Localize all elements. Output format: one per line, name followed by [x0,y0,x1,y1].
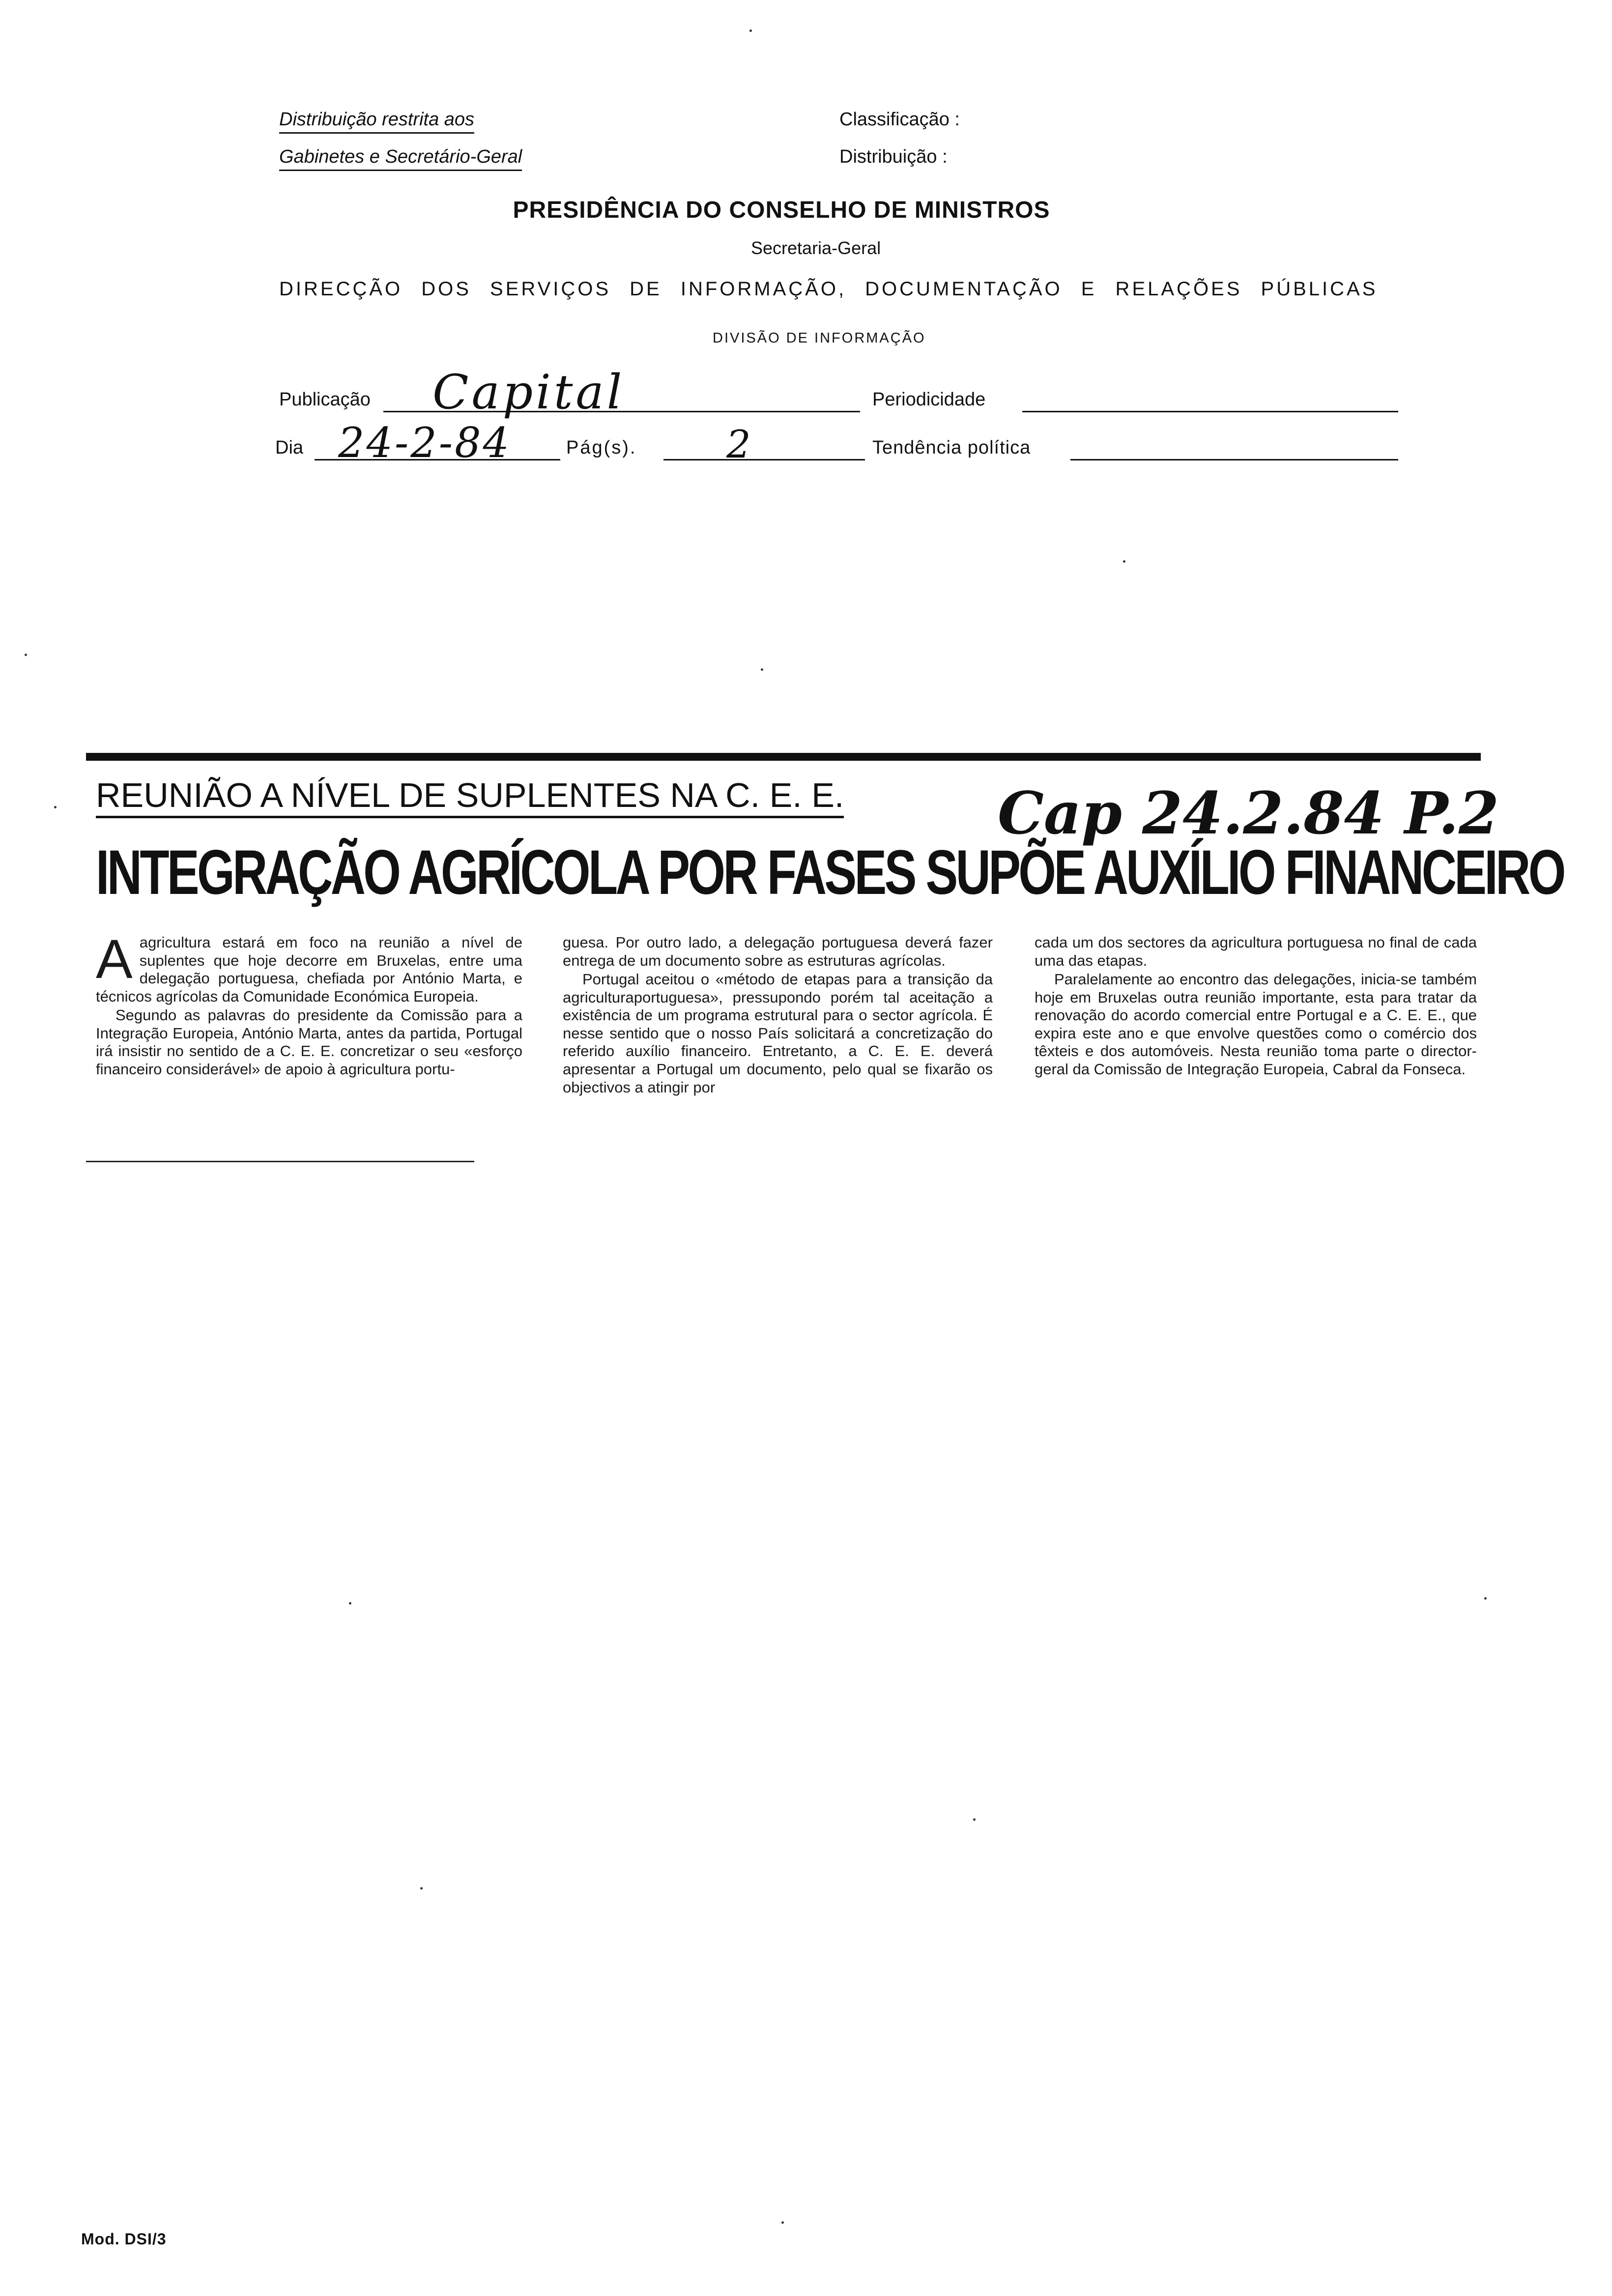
scan-speck [1484,1597,1487,1600]
article-column-2 [563,934,993,1165]
tendencia-line [1070,459,1398,460]
scan-speck [420,1887,423,1890]
secretariat-subtitle: Secretaria-Geral [751,238,881,258]
scan-speck [749,29,752,32]
article-paragraph: Portugal aceitou o «método de etapas para a transição da agriculturaportuguesa», pressupondo porém tal aceitação a existência de um programa estrutural para o sector agrícola. É nesse sentido que o nosso País solicitará a concretização do referido auxílio financeiro. Entretanto, a C. E. E. deverá apresentar a Portugal um documento, pelo qual se fixarão os objectivos a atingir por [563,971,993,1096]
clipping-bottom-rule [86,1161,474,1162]
model-code: Mod. DSI/3 [81,2230,167,2248]
scan-speck [761,668,763,671]
scan-speck [973,1818,976,1821]
restricted-distribution-line2 [279,146,522,171]
distribuicao-label: Distribuição : [839,146,948,167]
dia-handwritten-value: 24-2-84 [338,419,511,467]
article-paragraph: Segundo as palavras do presidente da Comissão para a Integração Europeia, António Marta, antes da partida, Portugal irá insistir no sentido de a C. E. E. concretizar o seu «esforço financeiro considerável» de apoio à agricultura portu- [96,1006,522,1078]
clipping-kicker-text: REUNIÃO A NÍVEL DE SUPLENTES NA C. E. E. [96,775,844,818]
restricted-line2-text: Gabinetes e Secretário-Geral [279,146,522,171]
clipping-kicker [96,775,844,818]
article-paragraph: guesa. Por outro lado, a delegação portuguesa deverá fazer entrega de um documento sobre as estruturas agrícolas. [563,934,993,969]
restricted-distribution-line1 [279,109,474,134]
pags-label: Pág(s). [566,437,637,458]
article-paragraph: agricultura estará em foco na reunião a nível de suplentes que hoje decorre em Bruxelas, entre uma delegação portuguesa, chefiada por António Marta, e técnicos agrícolas da Comunidade Económica Europeia. [96,934,522,1005]
handwritten-reference: Cap 24.2.84 P.2 [998,779,1499,847]
article-column-1 [96,928,522,1165]
dia-label: Dia [275,437,304,458]
scan-speck [1123,560,1125,563]
division-title: DIVISÃO DE INFORMAÇÃO [713,330,926,346]
article-dropcap: A [96,928,133,990]
scan-speck [781,2221,784,2224]
tendencia-label: Tendência política [872,437,1031,458]
restricted-line1-text: Distribuição restrita aos [279,109,474,134]
publicacao-label: Publicação [279,389,371,410]
clipping-headline: INTEGRAÇÃO AGRÍCOLA POR FASES SUPÕE AUXÍLIO FINANCEIRO [96,837,1564,908]
article-paragraph: cada um dos sectores da agricultura portuguesa no final de cada uma das etapas. [1035,934,1477,969]
publicacao-handwritten-value: Capital [432,365,625,420]
article-column-3 [1035,934,1477,1165]
article-body [86,928,1482,1165]
article-paragraph: Paralelamente ao encontro das delegações, inicia-se também hoje em Bruxelas outra reunião importante, esta para tratar da renovação do acordo comercial entre Portugal e a C. E. E., que expira este ano e que envolve questões como o comércio dos têxteis e dos automóveis. Nesta reunião toma parte o director-geral da Comissão de Integração Europeia, Cabral da Fonseca. [1035,971,1477,1078]
periodicidade-label: Periodicidade [872,389,986,410]
scan-speck [349,1602,351,1605]
direction-title: DIRECÇÃO DOS SERVIÇOS DE INFORMAÇÃO, DOCUMENTAÇÃO E RELAÇÕES PÚBLICAS [279,278,1378,300]
pags-line [663,459,865,460]
classificacao-label: Classificação : [839,109,960,130]
clipping-top-rule [86,753,1481,761]
periodicidade-line [1022,411,1398,412]
scan-speck [54,806,57,808]
pags-handwritten-value: 2 [726,423,751,467]
ministry-title: PRESIDÊNCIA DO CONSELHO DE MINISTROS [513,197,1050,223]
scan-speck [25,654,27,656]
